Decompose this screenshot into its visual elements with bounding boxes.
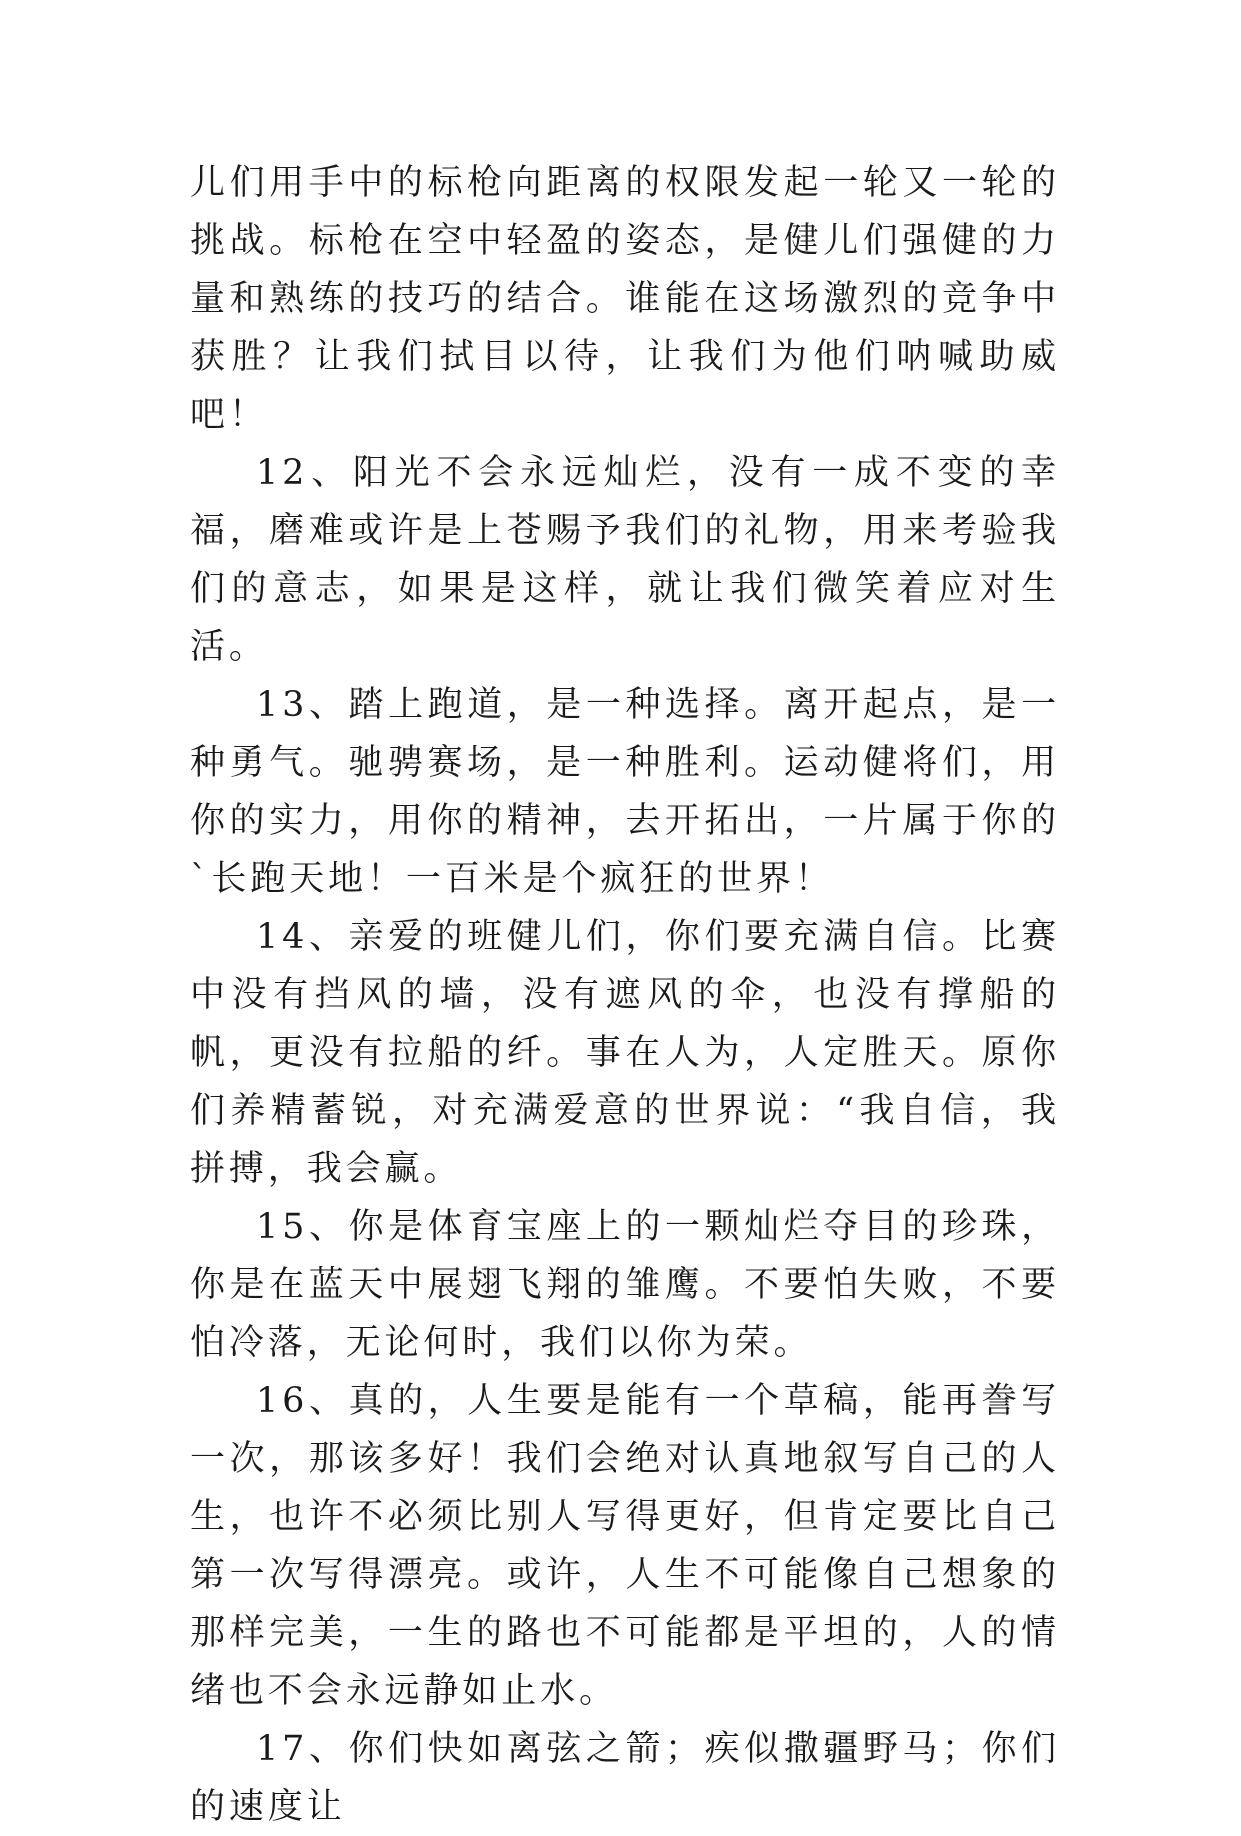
document-body [190,154,1060,1836]
paragraph-15: 15、你是体育宝座上的一颗灿烂夺目的珍珠，你是在蓝天中展翅飞翔的雏鹰。不要怕失败，不要怕冷落，无论何时，我们以你为荣。 [190,1207,1060,1363]
paragraph-javelin-continued: 儿们用手中的标枪向距离的权限发起一轮又一轮的挑战。标枪在空中轻盈的姿态，是健儿们强健的力量和熟练的技巧的结合。谁能在这场激烈的竞争中获胜？让我们拭目以待，让我们为他们呐喊助威吧！ [190,163,1060,435]
paragraph-14: 14、亲爱的班健儿们，你们要充满自信。比赛中没有挡风的墙，没有遮风的伞，也没有撑船的帆，更没有拉船的纤。事在人为，人定胜天。原你们养精蓄锐，对充满爱意的世界说：“我自信，我拼搏，我会赢。 [190,917,1060,1189]
paragraph-12: 12、阳光不会永远灿烂，没有一成不变的幸福，磨难或许是上苍赐予我们的礼物，用来考验我们的意志，如果是这样，就让我们微笑着应对生活。 [190,453,1060,667]
paragraph-16: 16、真的，人生要是能有一个草稿，能再誊写一次，那该多好！我们会绝对认真地叙写自己的人生，也许不必须比别人写得更好，但肯定要比自己第一次写得漂亮。或许，人生不可能像自己想象的那样完美，一生的路也不可能都是平坦的，人的情绪也不会永远静如止水。 [190,1381,1060,1711]
paragraph-17: 17、你们快如离弦之箭；疾似撒疆野马；你们的速度让 [190,1729,1060,1827]
paragraph-13: 13、踏上跑道，是一种选择。离开起点，是一种勇气。驰骋赛场，是一种胜利。运动健将们，用你的实力，用你的精神，去开拓出，一片属于你的`长跑天地！一百米是个疯狂的世界！ [190,685,1060,899]
